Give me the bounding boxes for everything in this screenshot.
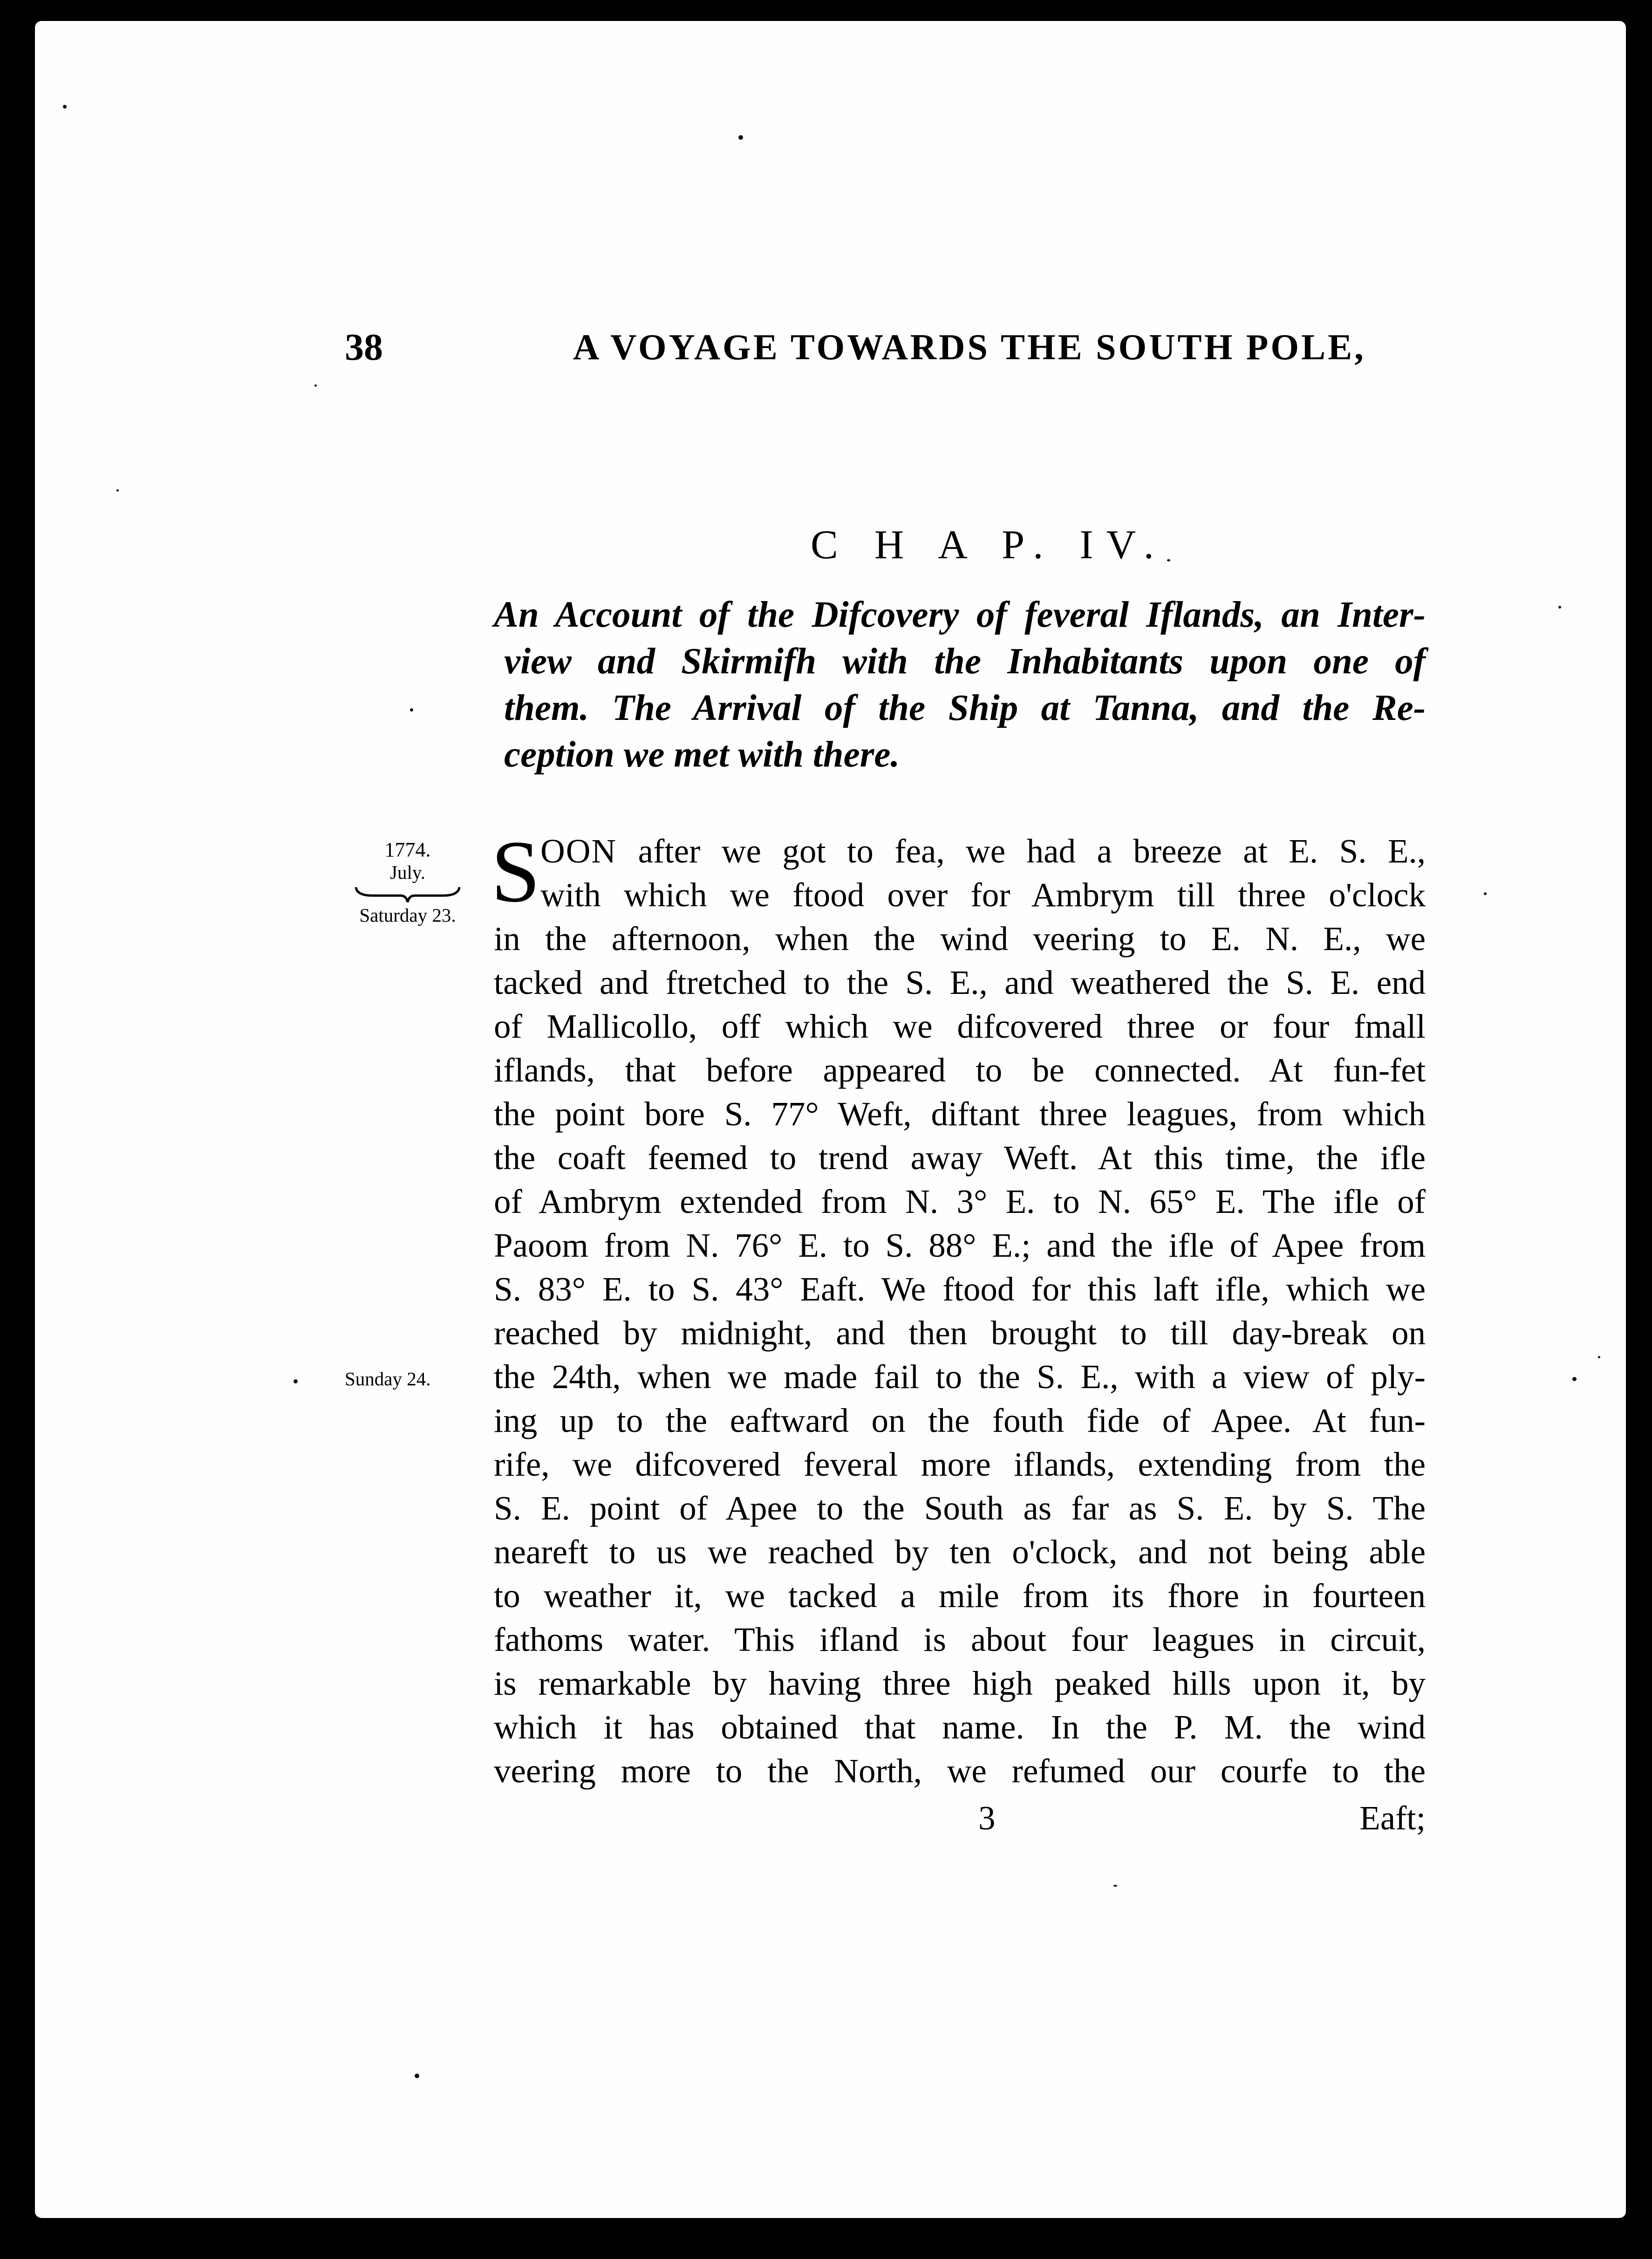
summary-line: them. The Arrival of the Ship at Tanna, and the Re- xyxy=(504,688,1426,728)
scan-speck xyxy=(410,708,413,712)
body-line: is remarkable by having three high peaked hills upon it, by xyxy=(494,1664,1426,1702)
body-line: of Ambrym extended from N. 3° E. to N. 65° E. The ifle of xyxy=(494,1183,1426,1220)
body-line: the 24th, when we made fail to the S. E., with a view of ply- xyxy=(494,1358,1426,1396)
scan-speck xyxy=(1598,1356,1600,1358)
margin-day-sunday: Sunday 24. xyxy=(345,1368,431,1390)
body-line xyxy=(494,829,1426,873)
body-line: iflands, that before appeared to be connected. At fun-fet xyxy=(494,1051,1426,1089)
margin-date-note xyxy=(342,839,473,926)
drop-cap: S xyxy=(491,823,540,921)
scan-speck xyxy=(314,384,317,387)
scan-speck xyxy=(415,2074,419,2078)
body-line: fathoms water. This ifland is about four leagues in circuit, xyxy=(494,1621,1426,1658)
body-text xyxy=(491,823,1426,1793)
scan-speck xyxy=(294,1379,298,1383)
body-line: reached by midnight, and then brought to till day-break on xyxy=(494,1314,1426,1352)
body-line: with which we ftood over for Ambrym till three o'clock xyxy=(540,876,1426,914)
body-line: S. 83° E. to S. 43° Eaft. We ftood for this laft ifle, which we xyxy=(494,1270,1426,1308)
body-line: the point bore S. 77° Weft, diftant three leagues, from which xyxy=(494,1095,1426,1133)
body-line: neareft to us we reached by ten o'clock, and not being able xyxy=(494,1533,1426,1571)
margin-day-saturday: Saturday 23. xyxy=(359,904,456,926)
scan-speck xyxy=(738,135,743,140)
brace-icon xyxy=(354,885,461,904)
signature-mark: 3 xyxy=(978,1799,996,1837)
summary-line: view and Skirmifh with the Inhabitants upon one of xyxy=(504,641,1426,682)
scan-speck xyxy=(1113,1885,1117,1887)
body-line: to weather it, we tacked a mile from its fhore in fourteen xyxy=(494,1577,1426,1615)
body-line: in the afternoon, when the wind veering to E. N. E., we xyxy=(494,920,1426,958)
body-line: of Mallicollo, off which we difcovered three or four fmall xyxy=(494,1007,1426,1045)
first-word: OON xyxy=(540,832,617,870)
body-line: Paoom from N. 76° E. to S. 88° E.; and the ifle of Apee from xyxy=(494,1226,1426,1264)
body-line: tacked and ftretched to the S. E., and weathered the S. E. end xyxy=(494,964,1426,1001)
body-line: veering more to the North, we refumed our courfe to the xyxy=(494,1752,1426,1790)
scan-speck xyxy=(1572,1377,1577,1381)
body-line-text: after we got to fea, we had a breeze at E. S. E., xyxy=(617,832,1426,870)
body-line: which it has obtained that name. In the P. M. the wind xyxy=(494,1708,1426,1746)
summary-line: ception we met with there. xyxy=(504,734,900,775)
scan-speck xyxy=(1558,606,1561,609)
summary-line: An Account of the Difcovery of feveral Iflands, an Inter- xyxy=(494,595,1426,635)
body-line: rife, we difcovered feveral more iflands, extending from the xyxy=(494,1445,1426,1483)
running-title: A VOYAGE TOWARDS THE SOUTH POLE, xyxy=(573,327,1366,367)
margin-year: 1774. xyxy=(384,838,431,861)
scan-speck xyxy=(116,489,119,492)
running-header xyxy=(345,322,1440,373)
scan-speck xyxy=(1484,892,1487,895)
page-number: 38 xyxy=(345,326,383,368)
page-footer xyxy=(494,1796,1426,1840)
scan-speck xyxy=(1167,559,1170,561)
catchword: Eaft; xyxy=(1359,1799,1426,1837)
body-line: ing up to the eaftward on the fouth fide of Apee. At fun- xyxy=(494,1402,1426,1439)
body-line: the coaft feemed to trend away Weft. At this time, the ifle xyxy=(494,1139,1426,1177)
chapter-heading: C H A P. IV. xyxy=(811,522,1167,568)
scan-speck xyxy=(63,105,67,109)
body-line: S. E. point of Apee to the South as far as S. E. by S. The xyxy=(494,1489,1426,1527)
margin-month: July. xyxy=(390,862,425,883)
chapter-summary xyxy=(494,592,1426,778)
